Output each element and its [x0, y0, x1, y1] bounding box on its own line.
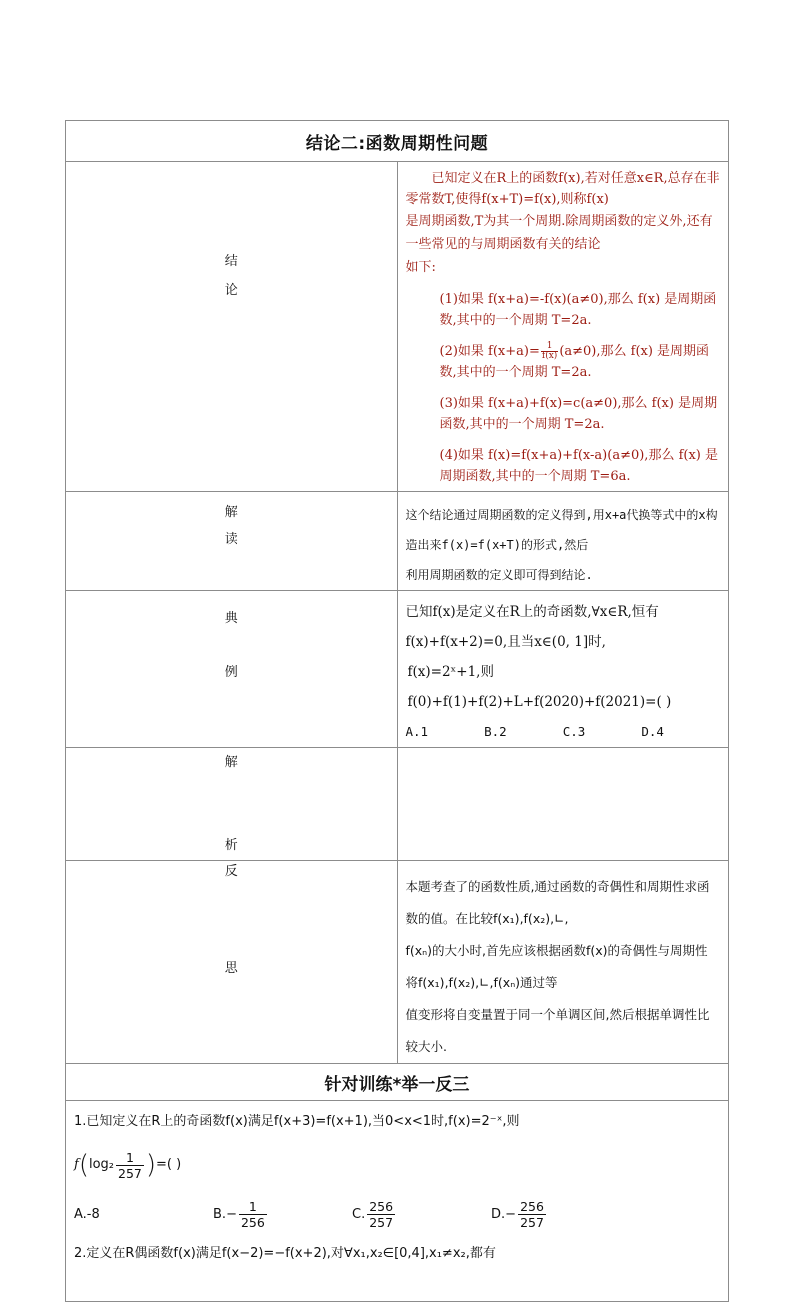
- interpretation-line: 这个结论通过周期函数的定义得到,用x+a代换等式中的x构造出来f(x)=f(x+T)的形式,然后: [405, 508, 718, 552]
- option-fraction: [518, 1199, 546, 1230]
- q1-fraction: [116, 1150, 144, 1181]
- item2-fraction: [541, 342, 558, 361]
- conclusion-item-2: [406, 341, 721, 383]
- option-label: D.: [491, 1206, 506, 1222]
- solution-body: [397, 748, 729, 861]
- label-char: 解: [224, 755, 238, 770]
- conclusion-body: [397, 162, 729, 492]
- q1-log: log₂: [88, 1157, 114, 1172]
- label-char: 论: [224, 283, 238, 298]
- q1-options: [74, 1191, 720, 1237]
- fraction-numerator: 256: [520, 1198, 544, 1214]
- practice-body: [66, 1101, 729, 1302]
- fraction-denominator: f(x): [541, 351, 558, 361]
- option-fraction: [239, 1199, 267, 1230]
- conclusion-item-3: (3)如果 f(x+a)+f(x)=c(a≠0),那么 f(x) 是周期函数,其中的一个周期 T=2a.: [439, 396, 718, 432]
- label-char: 反: [224, 864, 238, 879]
- example-line: f(x)=2ˣ+1,则f(0)+f(1)+f(2)+L+f(2020)+f(2021)=( ): [407, 664, 672, 710]
- example-body: [397, 591, 729, 748]
- content-table: [65, 120, 729, 1302]
- conclusion-intro-line: 如下:: [405, 260, 436, 275]
- q1-suffix: =( ): [156, 1157, 182, 1172]
- item2-after: (a≠0),那么 f(x) 是周期函数,其中的一个周期 T=2a.: [439, 344, 710, 380]
- interpretation-body: [397, 492, 729, 591]
- label-char: 典: [224, 610, 238, 626]
- conclusion-intro-line: 已知定义在R上的函数f(x),若对任意x∈R,总存在非零常数T,使得f(x+T)=f(x),则称f(x): [405, 171, 720, 207]
- label-char: 例: [224, 664, 238, 680]
- fraction-denominator: 256: [240, 1214, 265, 1230]
- q1-line: 1.已知定义在R上的奇函数f(x)满足f(x+3)=f(x+1),当0<x<1时,f(x)=2⁻ˣ,则: [74, 1114, 520, 1129]
- label-reflection: [66, 861, 398, 1064]
- q2-line: 2.定义在R偶函数f(x)满足f(x−2)=−f(x+2),对∀x₁,x₂∈[0,4],x₁≠x₂,都有: [74, 1246, 496, 1261]
- paren-close-icon: ): [145, 1150, 157, 1180]
- conclusion-item-4: (4)如果 f(x)=f(x+a)+f(x-a)(a≠0),那么 f(x) 是周期函数,其中的一个周期 T=6a.: [439, 448, 718, 484]
- reflection-line: f(xₙ)的大小时,首先应该根据函数f(x)的奇偶性与周期性将f(x₁),f(x₂),∟,f(xₙ)通过等: [405, 943, 708, 990]
- option-label: C.: [352, 1206, 366, 1222]
- fraction-denominator: 257: [369, 1214, 394, 1230]
- q1-expression: [74, 1139, 720, 1191]
- paren-open-icon: (: [78, 1150, 89, 1180]
- fraction-numerator: 1: [541, 342, 558, 352]
- worksheet: [65, 120, 729, 1302]
- conclusion-intro-line: 是周期函数,T为其一个周期.除周期函数的定义外,还有一些常见的与周期函数有关的结论: [405, 214, 713, 252]
- option-d: D.4: [641, 724, 664, 739]
- interpretation-line: 利用周期函数的定义即可得到结论.: [405, 568, 593, 582]
- fraction-denominator: 257: [118, 1165, 142, 1181]
- q1-option-b: [213, 1199, 352, 1230]
- label-conclusion: [66, 162, 398, 492]
- conclusion-item-1: (1)如果 f(x+a)=-f(x)(a≠0),那么 f(x) 是周期函数,其中的一个周期 T=2a.: [439, 292, 717, 328]
- reflection-line: 本题考查了的函数性质,通过函数的奇偶性和周期性求函数的值。在比较f(x₁),f(x₂),∟,: [405, 879, 710, 926]
- example-line: 已知f(x)是定义在R上的奇函数,∀x∈R,恒有f(x)+f(x+2)=0,且当x∈(0, 1]时,: [405, 604, 659, 650]
- fraction-numerator: 1: [239, 1199, 267, 1215]
- fraction-denominator: 257: [520, 1214, 544, 1230]
- reflection-body: [397, 861, 729, 1064]
- label-interpretation: [66, 492, 398, 591]
- option-fraction: [367, 1199, 395, 1230]
- q1-option-a: [74, 1207, 213, 1222]
- reflection-line: 值变形将自变量置于同一个单调区间,然后根据单调性比较大小.: [405, 1007, 710, 1054]
- example-options: [406, 717, 721, 747]
- label-char: 析: [224, 838, 238, 853]
- option-c: C.3: [562, 724, 586, 739]
- option-b: B.2: [484, 724, 507, 739]
- option-label: B.: [213, 1206, 227, 1222]
- fraction-numerator: 1: [116, 1150, 144, 1166]
- label-char: 思: [224, 961, 238, 976]
- option-a: A.1: [405, 724, 429, 739]
- practice-title: 针对训练*举一反三: [66, 1064, 729, 1101]
- item2-before: (2)如果 f(x+a)=: [439, 344, 540, 359]
- fraction-numerator: 256: [369, 1198, 394, 1214]
- label-example: [66, 591, 398, 748]
- option-label: A.-8: [74, 1206, 100, 1222]
- section-title: 结论二:函数周期性问题: [66, 121, 729, 162]
- label-char: 解: [224, 505, 238, 520]
- label-char: 结: [224, 254, 238, 269]
- minus-sign: −: [505, 1206, 517, 1222]
- q1-option-d: [491, 1199, 630, 1230]
- q1-option-c: [352, 1199, 491, 1230]
- q1-f: f: [74, 1157, 79, 1172]
- minus-sign: −: [226, 1206, 237, 1222]
- label-char: 读: [224, 532, 238, 547]
- label-solution: [66, 748, 398, 861]
